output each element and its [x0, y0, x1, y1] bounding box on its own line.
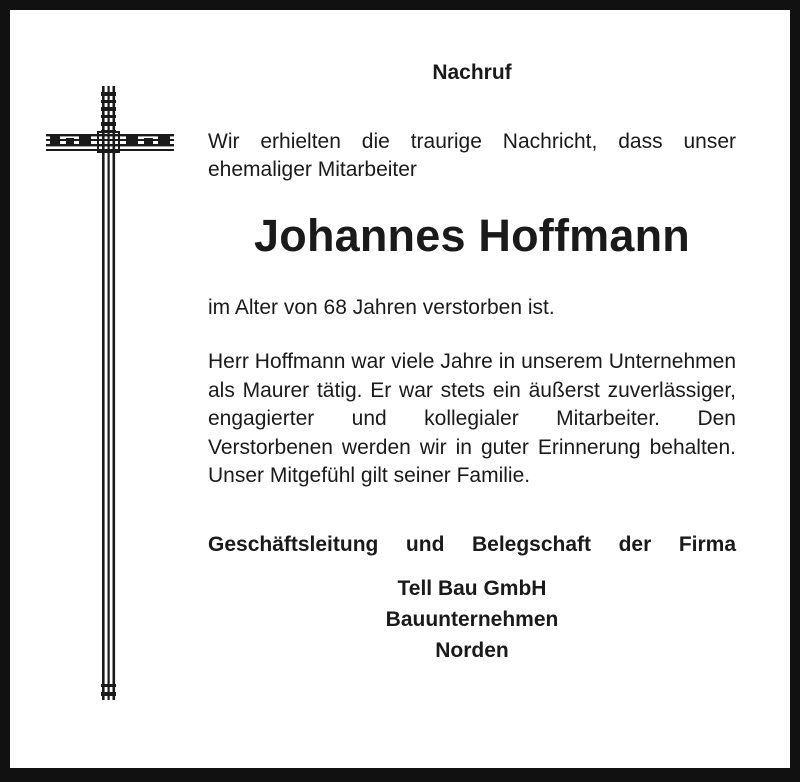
company-block — [208, 573, 736, 666]
intro-text: Wir erhielten die traurige Nachricht, dass unser ehemaliger Mitarbeiter — [208, 130, 736, 181]
signoff-text: Geschäftsleitung und Belegschaft der Firma — [208, 532, 736, 556]
christian-cross-icon — [46, 86, 174, 702]
deceased-name: Johannes Hoffmann — [254, 210, 690, 261]
notice-heading: Nachruf — [432, 61, 512, 84]
company-type: Bauunternehmen — [385, 607, 559, 631]
tribute-text: Herr Hoffmann war viele Jahre in unserem Unternehmen als Maurer tätig. Er war stets ein äußerst zuverlässiger, engagierter und kollegialer Mitarbeiter. Den Verstorbenen werden wir in guter Erinnerung behalten. Unser Mitgefühl gilt seiner Familie. — [208, 350, 736, 488]
company-city: Norden — [435, 638, 509, 662]
age-line: im Alter von 68 Jahren verstorben ist. — [208, 296, 555, 319]
obituary-content — [208, 60, 736, 666]
company-name: Tell Bau GmbH — [397, 576, 547, 600]
